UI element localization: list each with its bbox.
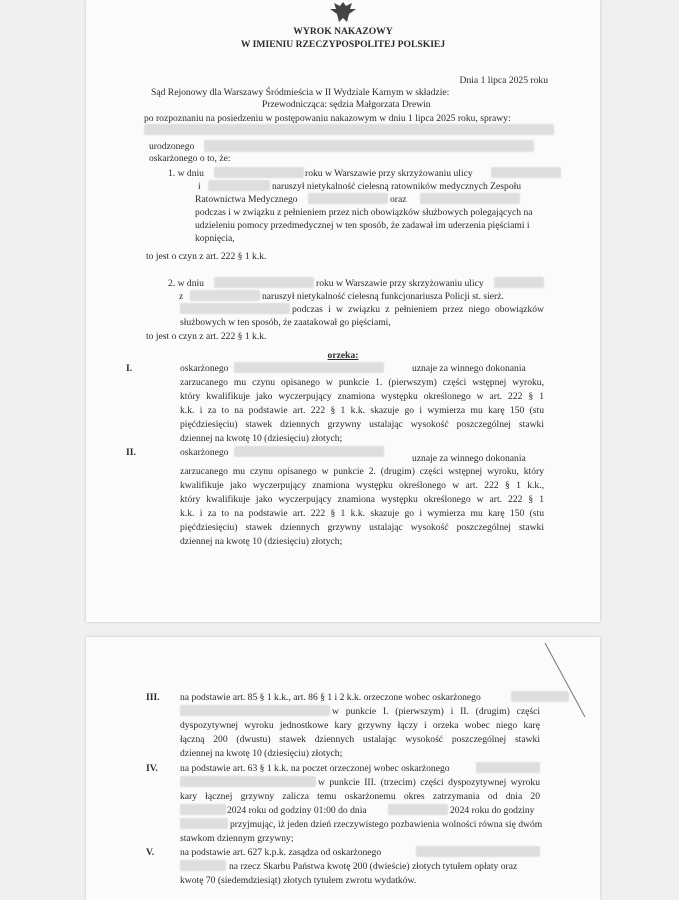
point-IV-line3: kary łącznej grzywny zalicza temu oskarżonemu okres zatrzymania od dnia 20 [180,791,540,802]
point-I-line1b: uznaje za winnego dokonania [412,363,526,374]
c1-line2a: i [198,181,201,192]
redacted [416,846,540,857]
c1-line2b: naruszył nietykalność cielesną ratowników medycznych Zespołu [272,181,522,192]
redacted [180,818,228,829]
point-IV-number: IV. [146,763,158,774]
point-V-line3: kwotę 70 (siedemdziesiąt) złotych tytułem zwrotu wydatków. [180,875,417,886]
page-1 [86,0,600,622]
c1-line7: to jest o czyn z art. 222 § 1 k.k. [146,251,267,262]
point-III-line4: łączną 200 (dwustu) stawek dziennych ustalając wysokość poszczególnej stawki [180,734,540,745]
redacted [190,290,260,301]
redacted [180,776,316,787]
eagle-emblem-icon [328,0,358,22]
charged-line: oskarżonego o to, że: [149,153,231,164]
c1-line3b: oraz [390,194,407,205]
c1-line4: podczas i w związku z pełnieniem przez nich obowiązków służbowych polegających na [195,207,533,218]
point-III-line5: dziennej na kwotę 10 (dziesięciu) złotych; [180,748,343,759]
c1-line5: udzieleniu pomocy przedmedycznej w ten sposób, że zadawał im uderzenia pięściami i [195,220,530,231]
c2-line2a: z [179,291,184,302]
point-I-line2: zarzucanego mu czynu opisanego w punkcie 1. (pierwszym) części wstępnej wyroku, [180,377,544,388]
redacted [180,804,226,815]
redacted-name [144,124,554,135]
doc-date: Dnia 1 lipca 2025 roku [459,75,548,86]
point-III-line1: na podstawie art. 85 § 1 k.k., art. 86 § 1 i 2 k.k. orzeczone wobec oskarżonego [180,692,481,703]
point-II-line1b: uznaje za winnego dokonania [412,453,526,464]
c1-line3a: Ratownictwa Medycznego [195,194,298,205]
redacted [180,860,226,871]
c2-line1a: 2. w dniu [168,278,204,289]
presiding-line: Przewodnicząca: sędzia Małgorzata Drewin [262,99,431,110]
point-I-line6: dziennej na kwotę 10 (dziesięciu) złotych; [180,433,343,444]
point-III-line2: w punkcie I. (pierwszym) i II. (drugim) części [332,706,540,717]
point-IV-line5: przyjmując, iż jeden dzień rzeczywistego pozbawienia wolności równa się dwóm [230,819,543,830]
decides-heading: orzeka: [327,350,359,361]
point-II-line5: k.k. i za to na podstawie art. 222 § 1 k.k. skazuje go i wymierza mu karę 150 (stu [180,508,544,519]
redacted [476,762,540,773]
point-II-line2: zarzucanego mu czynu opisanego w punkcie 2. (drugim) części wstępnej wyroku, który [180,466,544,477]
point-V-line1: na podstawie art. 627 k.p.k. zasądza od oskarżonego [180,847,382,858]
redacted [208,180,270,191]
point-IV-line1: na podstawie art. 63 § 1 k.k. na poczet orzeczonej wobec oskarżonego [180,763,450,774]
c2-line5: to jest o czyn z art. 222 § 1 k.k. [146,331,267,342]
point-V-line2: na rzecz Skarbu Państwa kwotę 200 (dwieście) złotych tytułem opłaty oraz [229,861,518,872]
doc-title: WYROK NAKAZOWY [293,26,393,37]
point-II-line7: dziennej na kwotę 10 (dziesięciu) złotych; [180,536,343,547]
point-II-line3: kwalifikuje jako wyczerpujący znamiona występku określonego w art. 222 § 1 k.k., [180,480,544,491]
doc-subtitle: W IMIENIU RZECZYPOSPOLITEJ POLSKIEJ [240,39,446,50]
redacted [491,167,561,178]
redacted [234,362,384,373]
point-I-number: I. [126,363,133,374]
point-III-line3: dyspozytywnej wyroku jednostkowe kary grzywny łączy i orzeka wobec niego karę [180,720,540,731]
redacted [214,277,314,288]
redacted [180,705,330,716]
court-line: Sąd Rejonowy dla Warszawy Śródmieścia w II Wydziale Karnym w składzie: [151,87,450,98]
redacted [180,303,290,314]
c1-line1b: roku w Warszawie przy skrzyżowaniu ulicy [305,168,473,179]
point-I-line4: k.k. i za to na podstawie art. 222 § 1 k.k. skazuje go i wymierza mu karę 150 (stu [180,405,544,416]
point-II-line6: pięćdziesięciu) stawek dziennych grzywny ustalając wysokość poszczególnej stawki [180,522,544,533]
point-IV-line6: stawkom dziennym grzywny; [180,833,294,844]
point-I-line1a: oskarżonego [180,363,229,374]
point-I-line3: który kwalifikuje jako wyczerpujący znamiona występku określonego w art. 222 § 1 [180,391,544,402]
redacted [308,193,388,204]
redacted [214,167,304,178]
redacted [494,277,544,288]
c2-line1b: roku w Warszawie przy skrzyżowaniu ulicy [316,278,484,289]
redacted [388,804,448,815]
pen-stroke-mark [541,641,591,721]
born-label: urodzonego [149,141,195,152]
point-II-line1a: oskarżonego [180,447,229,458]
redacted [511,691,569,702]
c2-line4: służbowych w ten sposób, że zaatakował go pięściami, [180,317,391,328]
point-IV-line4b: 2024 roku do godziny [450,805,535,816]
redacted [234,446,384,457]
redacted [420,193,520,204]
point-II-number: II. [126,447,136,458]
c2-line2b: naruszył nietykalność cielesną funkcjonariusza Policji st. sierż. [262,291,504,302]
point-IV-line4a: 2024 roku od godziny 01:00 do dnia [227,805,367,816]
page-2 [86,637,600,900]
redacted-birth [204,140,534,152]
point-IV-line2: w punkcie III. (trzecim) części dyspozytywnej wyroku [318,777,540,788]
c1-line6: kopnięcia, [195,233,235,244]
point-III-number: III. [146,692,160,703]
point-V-number: V. [146,847,155,858]
point-I-line5: pięćdziesięciu) stawek dziennych grzywny ustalając wysokość poszczególnej stawki [180,419,544,430]
c2-line3: podczas i w związku z pełnieniem przez niego obowiązków [292,304,544,315]
point-II-line4: który kwalifikuje jako wyczerpujący znamiona występku określonego w art. 222 § 1 [180,494,544,505]
c1-line1a: 1. w dniu [168,168,204,179]
considered-line: po rozpoznaniu na posiedzeniu w postępowaniu nakazowym w dniu 1 lipca 2025 roku, sprawy: [144,113,511,124]
